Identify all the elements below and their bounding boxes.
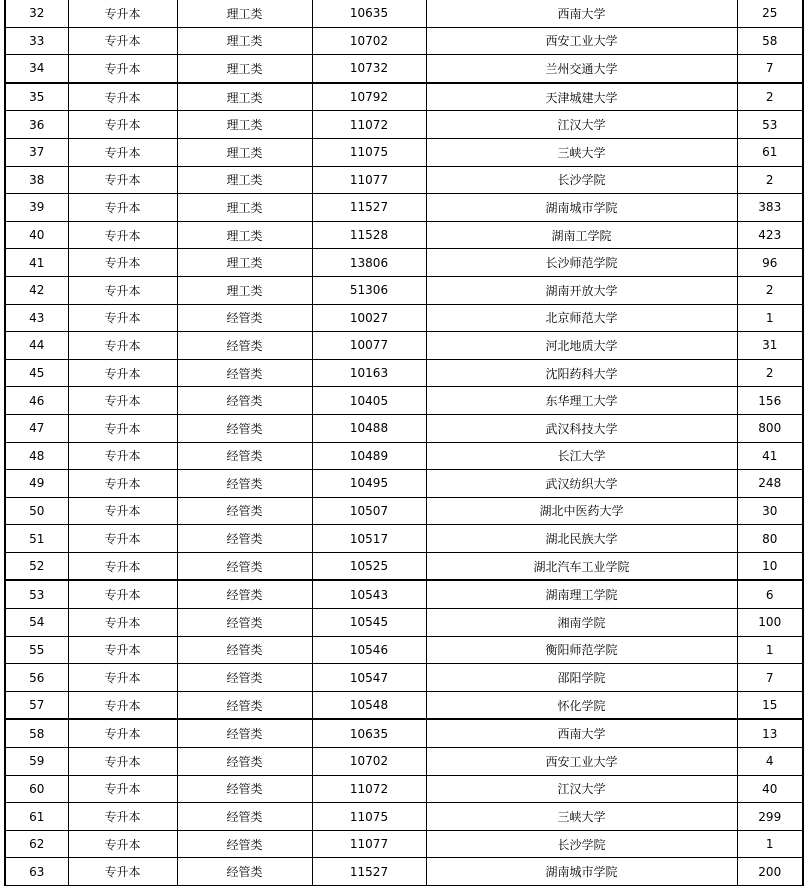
table-row	[5, 0, 803, 27]
row-number-cell: 44	[5, 332, 68, 360]
university-name-cell: 湖北汽车工业学院	[426, 552, 737, 580]
row-number-cell: 42	[5, 276, 68, 304]
program-type-cell: 专升本	[68, 221, 177, 249]
table-row	[5, 497, 803, 525]
table-row	[5, 83, 803, 111]
school-code-cell: 10547	[312, 664, 426, 692]
school-code-cell: 10077	[312, 332, 426, 360]
subject-category-cell: 理工类	[177, 83, 312, 111]
subject-category-cell: 经管类	[177, 525, 312, 553]
university-name-cell: 衡阳师范学院	[426, 636, 737, 664]
row-number-cell: 56	[5, 664, 68, 692]
subject-category-cell: 经管类	[177, 858, 312, 886]
university-name-cell: 怀化学院	[426, 691, 737, 719]
row-number-cell: 45	[5, 359, 68, 387]
school-code-cell: 10792	[312, 83, 426, 111]
program-type-cell: 专升本	[68, 194, 177, 222]
quota-cell: 15	[737, 691, 803, 719]
quota-cell: 1	[737, 830, 803, 858]
table-row	[5, 359, 803, 387]
subject-category-cell: 经管类	[177, 830, 312, 858]
quota-cell: 2	[737, 276, 803, 304]
row-number-cell: 59	[5, 748, 68, 776]
program-type-cell: 专升本	[68, 276, 177, 304]
enrollment-table	[4, 0, 804, 886]
table-row	[5, 580, 803, 608]
university-name-cell: 湖北民族大学	[426, 525, 737, 553]
table-row	[5, 609, 803, 637]
subject-category-cell: 经管类	[177, 359, 312, 387]
program-type-cell: 专升本	[68, 27, 177, 55]
university-name-cell: 长沙学院	[426, 830, 737, 858]
table-row	[5, 748, 803, 776]
quota-cell: 248	[737, 470, 803, 498]
program-type-cell: 专升本	[68, 470, 177, 498]
row-number-cell: 46	[5, 387, 68, 415]
table-row	[5, 525, 803, 553]
subject-category-cell: 理工类	[177, 55, 312, 83]
program-type-cell: 专升本	[68, 111, 177, 139]
row-number-cell: 35	[5, 83, 68, 111]
row-number-cell: 63	[5, 858, 68, 886]
school-code-cell: 11077	[312, 830, 426, 858]
row-number-cell: 57	[5, 691, 68, 719]
subject-category-cell: 经管类	[177, 387, 312, 415]
university-name-cell: 兰州交通大学	[426, 55, 737, 83]
table-row	[5, 719, 803, 747]
program-type-cell: 专升本	[68, 803, 177, 831]
quota-cell: 1	[737, 304, 803, 332]
subject-category-cell: 理工类	[177, 221, 312, 249]
row-number-cell: 39	[5, 194, 68, 222]
subject-category-cell: 经管类	[177, 664, 312, 692]
school-code-cell: 10163	[312, 359, 426, 387]
program-type-cell: 专升本	[68, 387, 177, 415]
university-name-cell: 湖北中医药大学	[426, 497, 737, 525]
subject-category-cell: 经管类	[177, 748, 312, 776]
program-type-cell: 专升本	[68, 166, 177, 194]
university-name-cell: 沈阳药科大学	[426, 359, 737, 387]
school-code-cell: 10635	[312, 0, 426, 27]
school-code-cell: 10732	[312, 55, 426, 83]
program-type-cell: 专升本	[68, 0, 177, 27]
university-name-cell: 湖南工学院	[426, 221, 737, 249]
program-type-cell: 专升本	[68, 138, 177, 166]
program-type-cell: 专升本	[68, 748, 177, 776]
school-code-cell: 13806	[312, 249, 426, 277]
quota-cell: 6	[737, 580, 803, 608]
table-row	[5, 221, 803, 249]
program-type-cell: 专升本	[68, 442, 177, 470]
subject-category-cell: 理工类	[177, 27, 312, 55]
school-code-cell: 10702	[312, 27, 426, 55]
row-number-cell: 36	[5, 111, 68, 139]
subject-category-cell: 理工类	[177, 111, 312, 139]
row-number-cell: 51	[5, 525, 68, 553]
university-name-cell: 湘南学院	[426, 609, 737, 637]
university-name-cell: 东华理工大学	[426, 387, 737, 415]
row-number-cell: 53	[5, 580, 68, 608]
school-code-cell: 10546	[312, 636, 426, 664]
row-number-cell: 49	[5, 470, 68, 498]
school-code-cell: 11075	[312, 138, 426, 166]
row-number-cell: 47	[5, 414, 68, 442]
table-row	[5, 775, 803, 803]
subject-category-cell: 经管类	[177, 803, 312, 831]
school-code-cell: 10495	[312, 470, 426, 498]
school-code-cell: 10405	[312, 387, 426, 415]
table-row	[5, 332, 803, 360]
university-name-cell: 武汉纺织大学	[426, 470, 737, 498]
subject-category-cell: 经管类	[177, 609, 312, 637]
quota-cell: 7	[737, 55, 803, 83]
university-name-cell: 西安工业大学	[426, 748, 737, 776]
subject-category-cell: 经管类	[177, 636, 312, 664]
subject-category-cell: 理工类	[177, 166, 312, 194]
table-row	[5, 858, 803, 886]
table-row	[5, 803, 803, 831]
program-type-cell: 专升本	[68, 525, 177, 553]
university-name-cell: 西南大学	[426, 719, 737, 747]
university-name-cell: 北京师范大学	[426, 304, 737, 332]
university-name-cell: 江汉大学	[426, 111, 737, 139]
university-name-cell: 湖南开放大学	[426, 276, 737, 304]
subject-category-cell: 经管类	[177, 304, 312, 332]
university-name-cell: 长沙学院	[426, 166, 737, 194]
row-number-cell: 55	[5, 636, 68, 664]
subject-category-cell: 经管类	[177, 719, 312, 747]
subject-category-cell: 经管类	[177, 691, 312, 719]
table-row	[5, 304, 803, 332]
quota-cell: 10	[737, 552, 803, 580]
row-number-cell: 50	[5, 497, 68, 525]
university-name-cell: 西安工业大学	[426, 27, 737, 55]
table-row	[5, 276, 803, 304]
program-type-cell: 专升本	[68, 249, 177, 277]
quota-cell: 53	[737, 111, 803, 139]
row-number-cell: 52	[5, 552, 68, 580]
table-row	[5, 111, 803, 139]
quota-cell: 2	[737, 166, 803, 194]
quota-cell: 61	[737, 138, 803, 166]
school-code-cell: 10548	[312, 691, 426, 719]
school-code-cell: 51306	[312, 276, 426, 304]
quota-cell: 156	[737, 387, 803, 415]
program-type-cell: 专升本	[68, 609, 177, 637]
program-type-cell: 专升本	[68, 83, 177, 111]
quota-cell: 25	[737, 0, 803, 27]
subject-category-cell: 经管类	[177, 775, 312, 803]
program-type-cell: 专升本	[68, 497, 177, 525]
row-number-cell: 54	[5, 609, 68, 637]
program-type-cell: 专升本	[68, 691, 177, 719]
row-number-cell: 34	[5, 55, 68, 83]
school-code-cell: 10517	[312, 525, 426, 553]
university-name-cell: 邵阳学院	[426, 664, 737, 692]
program-type-cell: 专升本	[68, 636, 177, 664]
quota-cell: 31	[737, 332, 803, 360]
subject-category-cell: 经管类	[177, 414, 312, 442]
school-code-cell: 11527	[312, 194, 426, 222]
program-type-cell: 专升本	[68, 332, 177, 360]
row-number-cell: 62	[5, 830, 68, 858]
program-type-cell: 专升本	[68, 552, 177, 580]
subject-category-cell: 理工类	[177, 194, 312, 222]
university-name-cell: 河北地质大学	[426, 332, 737, 360]
quota-cell: 96	[737, 249, 803, 277]
quota-cell: 41	[737, 442, 803, 470]
table-row	[5, 249, 803, 277]
table-row	[5, 636, 803, 664]
row-number-cell: 58	[5, 719, 68, 747]
table-row	[5, 194, 803, 222]
school-code-cell: 10702	[312, 748, 426, 776]
row-number-cell: 38	[5, 166, 68, 194]
university-name-cell: 武汉科技大学	[426, 414, 737, 442]
subject-category-cell: 经管类	[177, 580, 312, 608]
program-type-cell: 专升本	[68, 580, 177, 608]
table-row	[5, 442, 803, 470]
table-row	[5, 387, 803, 415]
subject-category-cell: 经管类	[177, 470, 312, 498]
row-number-cell: 61	[5, 803, 68, 831]
quota-cell: 200	[737, 858, 803, 886]
subject-category-cell: 理工类	[177, 249, 312, 277]
subject-category-cell: 经管类	[177, 552, 312, 580]
university-name-cell: 江汉大学	[426, 775, 737, 803]
subject-category-cell: 经管类	[177, 442, 312, 470]
university-name-cell: 天津城建大学	[426, 83, 737, 111]
program-type-cell: 专升本	[68, 414, 177, 442]
school-code-cell: 11077	[312, 166, 426, 194]
table-body	[5, 0, 803, 886]
school-code-cell: 11072	[312, 775, 426, 803]
quota-cell: 2	[737, 83, 803, 111]
program-type-cell: 专升本	[68, 719, 177, 747]
quota-cell: 30	[737, 497, 803, 525]
row-number-cell: 32	[5, 0, 68, 27]
program-type-cell: 专升本	[68, 775, 177, 803]
quota-cell: 58	[737, 27, 803, 55]
school-code-cell: 10507	[312, 497, 426, 525]
school-code-cell: 10027	[312, 304, 426, 332]
quota-cell: 2	[737, 359, 803, 387]
row-number-cell: 41	[5, 249, 68, 277]
university-name-cell: 三峡大学	[426, 803, 737, 831]
program-type-cell: 专升本	[68, 304, 177, 332]
school-code-cell: 10543	[312, 580, 426, 608]
program-type-cell: 专升本	[68, 359, 177, 387]
school-code-cell: 10525	[312, 552, 426, 580]
quota-cell: 7	[737, 664, 803, 692]
school-code-cell: 11072	[312, 111, 426, 139]
school-code-cell: 10545	[312, 609, 426, 637]
table-row	[5, 470, 803, 498]
school-code-cell: 10635	[312, 719, 426, 747]
school-code-cell: 10489	[312, 442, 426, 470]
university-name-cell: 长沙师范学院	[426, 249, 737, 277]
university-name-cell: 三峡大学	[426, 138, 737, 166]
quota-cell: 423	[737, 221, 803, 249]
quota-cell: 13	[737, 719, 803, 747]
quota-cell: 40	[737, 775, 803, 803]
table-row	[5, 55, 803, 83]
quota-cell: 800	[737, 414, 803, 442]
quota-cell: 80	[737, 525, 803, 553]
table-row	[5, 414, 803, 442]
program-type-cell: 专升本	[68, 858, 177, 886]
university-name-cell: 湖南城市学院	[426, 194, 737, 222]
row-number-cell: 48	[5, 442, 68, 470]
quota-cell: 299	[737, 803, 803, 831]
table-row	[5, 552, 803, 580]
table-row	[5, 27, 803, 55]
university-name-cell: 湖南理工学院	[426, 580, 737, 608]
university-name-cell: 长江大学	[426, 442, 737, 470]
program-type-cell: 专升本	[68, 55, 177, 83]
subject-category-cell: 理工类	[177, 276, 312, 304]
subject-category-cell: 理工类	[177, 138, 312, 166]
university-name-cell: 湖南城市学院	[426, 858, 737, 886]
table-row	[5, 691, 803, 719]
school-code-cell: 11527	[312, 858, 426, 886]
quota-cell: 100	[737, 609, 803, 637]
subject-category-cell: 经管类	[177, 497, 312, 525]
program-type-cell: 专升本	[68, 830, 177, 858]
table-row	[5, 138, 803, 166]
university-name-cell: 西南大学	[426, 0, 737, 27]
table-row	[5, 830, 803, 858]
row-number-cell: 37	[5, 138, 68, 166]
quota-cell: 1	[737, 636, 803, 664]
row-number-cell: 33	[5, 27, 68, 55]
table-row	[5, 166, 803, 194]
quota-cell: 383	[737, 194, 803, 222]
quota-cell: 4	[737, 748, 803, 776]
school-code-cell: 11075	[312, 803, 426, 831]
subject-category-cell: 经管类	[177, 332, 312, 360]
school-code-cell: 10488	[312, 414, 426, 442]
school-code-cell: 11528	[312, 221, 426, 249]
table-row	[5, 664, 803, 692]
subject-category-cell: 理工类	[177, 0, 312, 27]
row-number-cell: 43	[5, 304, 68, 332]
row-number-cell: 40	[5, 221, 68, 249]
row-number-cell: 60	[5, 775, 68, 803]
program-type-cell: 专升本	[68, 664, 177, 692]
